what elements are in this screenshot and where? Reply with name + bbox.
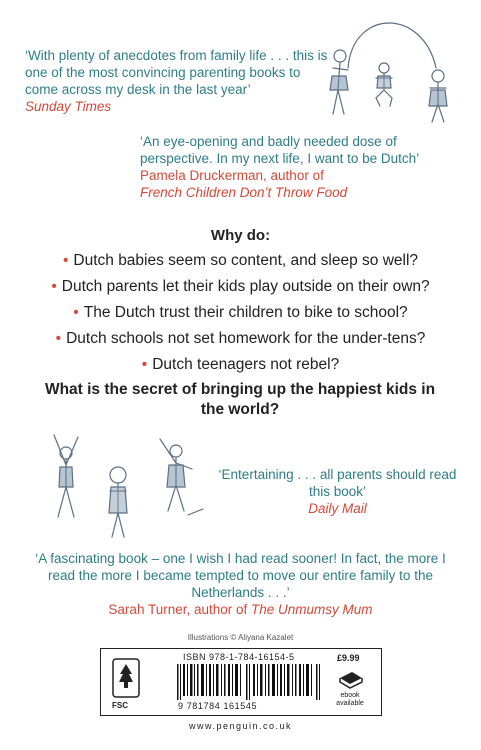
skipping-children-illustration [318,18,468,128]
ebook-icon [338,670,364,690]
illustration-credit: Illustrations © Aliyana Kazalet [187,633,294,642]
playing-children-illustration [38,425,208,545]
bullet-text: Dutch parents let their kids play outside on their own? [61,278,430,295]
list-item [0,300,481,326]
quote3-source: Daily Mail [308,501,367,516]
bullet-text: Dutch babies seem so content, and sleep so well? [73,252,419,269]
secret-question: What is the secret of bringing up the happiest kids in the world? [44,381,436,418]
quote4-book: The Unmumsy Mum [251,602,373,617]
price: £9.99 [337,653,360,663]
bullet-icon: • [73,304,79,321]
bullet-text: The Dutch trust their children to bike to school? [83,304,408,321]
quote4-author: Sarah Turner, author of [108,602,248,617]
bullet-text: Dutch teenagers not rebel? [152,356,340,373]
quote2-text: ‘An eye-opening and badly needed dose of perspective. In my next life, I want to be Dutch’ [140,134,420,166]
quote1-text: ‘With plenty of anecdotes from family life . . . this is one of the most convincing parenting books to come across my desk in the last year’ [25,48,328,97]
barcode-digits: 9 781784 161545 [178,701,258,711]
quote-sarah-turner [20,550,461,618]
quote3-text: ‘Entertaining . . . all parents should read this book’ [218,467,457,499]
bullet-text: Dutch schools not set homework for the under-tens? [66,330,426,347]
bullet-icon: • [62,252,69,269]
ebook-available-label: ebook available [336,692,364,707]
list-item [0,248,481,274]
quote-druckerman [140,133,465,201]
quote2-book: French Children Don’t Throw Food [140,185,348,200]
quote-daily-mail [210,466,465,517]
quote2-author: Pamela Druckerman, author of [140,168,324,183]
website-url[interactable]: www.penguin.co.uk [188,721,293,731]
fsc-label: FSC [112,701,128,710]
isbn-number: ISBN 978-1-784-16154-5 [183,652,295,662]
quote1-source: Sunday Times [25,99,112,114]
quote4-text: ‘A fascinating book – one I wish I had read sooner! In fact, the more I read the more I became tempted to move our entire family to the Netherlands . . .’ [35,551,446,600]
fsc-logo-icon [112,658,140,698]
why-do-heading: Why do: [210,227,271,244]
list-item [0,352,481,378]
bullet-icon: • [141,356,148,373]
list-item [0,274,481,300]
question-list [0,248,481,378]
quote-sunday-times [25,47,335,115]
barcode-bars [175,664,325,700]
bullet-icon: • [55,330,62,347]
list-item [0,326,481,352]
bullet-icon: • [51,278,57,295]
